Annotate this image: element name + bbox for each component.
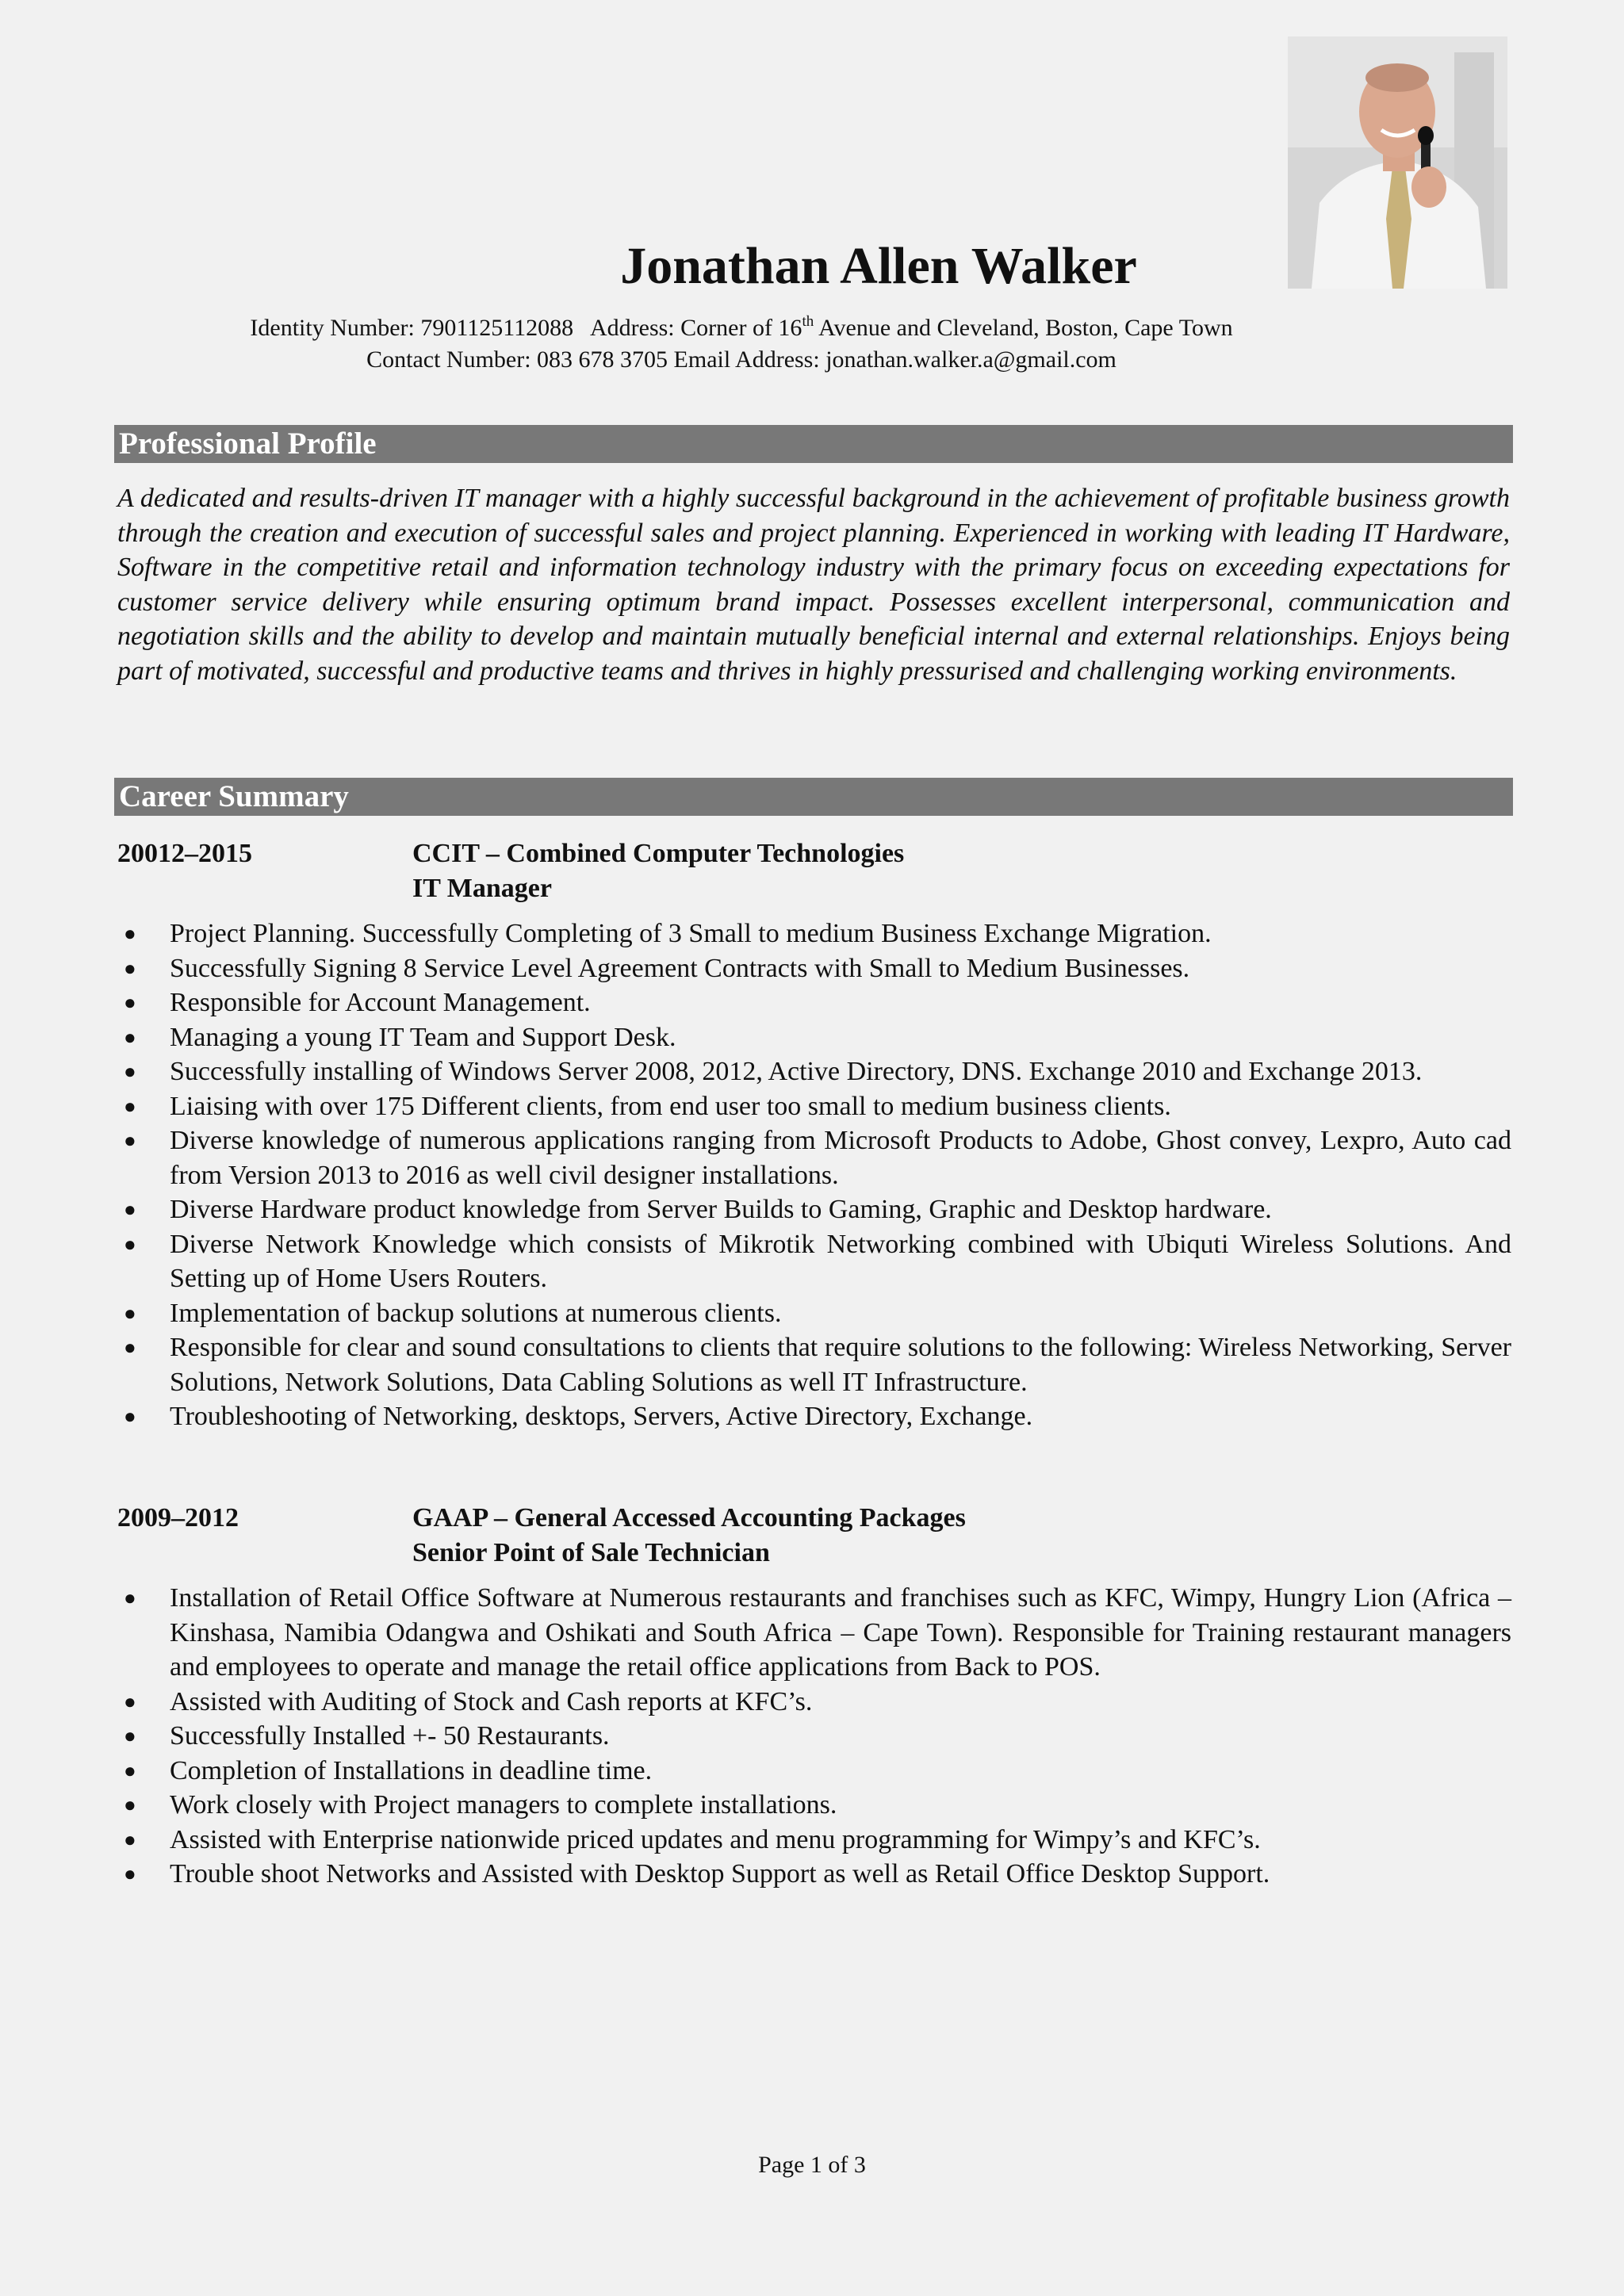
contact-line-phone-email [87, 344, 1396, 376]
bullet-icon: ● [124, 1827, 136, 1851]
list-item: ● Assisted with Enterprise nationwide priced updates and menu programming for Wimpy’s and KFC’s. [117, 1823, 1511, 1858]
email-address: jonathan.walker.a@gmail.com [825, 346, 1116, 373]
job-1-dates: 20012–2015 [117, 839, 252, 868]
contact-label: Contact Number: [366, 346, 531, 373]
address-superscript: th [802, 313, 814, 330]
job-2-title: Senior Point of Sale Technician [412, 1538, 770, 1567]
bullet-icon: ● [124, 1198, 136, 1221]
job-2-company: GAAP – General Accessed Accounting Packages [412, 1503, 966, 1533]
bullet-icon: ● [124, 1336, 136, 1359]
email-label: Email Address: [673, 346, 820, 373]
list-item: ● Diverse Network Knowledge which consists of Mikrotik Networking combined with Ubiquti Wireless Solutions. And Setting up of Home Users Routers. [117, 1227, 1511, 1296]
bullet-icon: ● [124, 956, 136, 980]
list-item: ● Troubleshooting of Networking, desktops, Servers, Active Directory, Exchange. [117, 1399, 1511, 1434]
address-text-post: Avenue and Cleveland, Boston, Cape Town [818, 315, 1233, 341]
section-heading-profile: Professional Profile [114, 425, 1513, 463]
identity-label: Identity Number: [250, 315, 415, 341]
section-heading-career: Career Summary [114, 778, 1513, 816]
address-text-pre: Corner of 16 [680, 315, 802, 341]
list-item: ● Implementation of backup solutions at numerous clients. [117, 1296, 1511, 1331]
list-item: ● Responsible for clear and sound consultations to clients that require solutions to the following: Wireless Networking, Server Solutions, Network Solutions, Data Cabling Solutions as well IT Infrastructure. [117, 1330, 1511, 1399]
contact-line-identity [87, 312, 1396, 344]
list-item: ● Responsible for Account Management. [117, 985, 1511, 1020]
job-1-bullet-list [117, 916, 1511, 1434]
list-item: ● Managing a young IT Team and Support Desk. [117, 1020, 1511, 1055]
job-2-dates: 2009–2012 [117, 1503, 239, 1533]
bullet-icon: ● [124, 1793, 136, 1816]
list-item: ● Successfully Installed +- 50 Restaurants. [117, 1719, 1511, 1754]
bullet-icon: ● [124, 1758, 136, 1782]
address-label: Address: [589, 315, 675, 341]
bullet-icon: ● [124, 1060, 136, 1083]
identity-number: 7901125112088 [420, 315, 574, 341]
list-item: ● Trouble shoot Networks and Assisted with Desktop Support as well as Retail Office Desktop Support. [117, 1857, 1511, 1892]
bullet-icon: ● [124, 1129, 136, 1152]
bullet-icon: ● [124, 1025, 136, 1049]
bullet-icon: ● [124, 1724, 136, 1747]
job-1-title: IT Manager [412, 874, 552, 903]
candidate-name: Jonathan Allen Walker [620, 237, 1137, 295]
job-2-bullet-list [117, 1581, 1511, 1892]
page-number: Page 1 of 3 [758, 2152, 866, 2178]
bullet-icon: ● [124, 922, 136, 945]
bullet-icon: ● [124, 1862, 136, 1885]
list-item: ● Successfully Signing 8 Service Level Agreement Contracts with Small to Medium Businesses. [117, 951, 1511, 986]
bullet-icon: ● [124, 991, 136, 1014]
list-item: ● Installation of Retail Office Software at Numerous restaurants and franchises such as KFC, Wimpy, Hungry Lion (Africa – Kinshasa, Namibia Odangwa and Oshikati and South Africa – Cape Town). Responsible for Training restaurant managers and employees to operate and manage the retail office applications from Back to POS. [117, 1581, 1511, 1685]
list-item: ● Diverse Hardware product knowledge from Server Builds to Gaming, Graphic and Desktop hardware. [117, 1192, 1511, 1227]
job-1-company: CCIT – Combined Computer Technologies [412, 839, 905, 868]
profile-paragraph: A dedicated and results-driven IT manager with a highly successful background in the achievement of profitable business growth through the creation and execution of successful sales and project planning. Experienced in working with leading IT Hardware, Software in the competitive retail and information technology industry with the primary focus on exceeding expectations for customer service delivery while ensuring optimum brand impact. Possesses excellent interpersonal, communication and negotiation skills and the ability to develop and maintain mutually beneficial internal and external relationships. Enjoys being part of motivated, successful and productive teams and thrives in highly pressurised and challenging working environments. [117, 484, 1510, 686]
list-item: ● Diverse knowledge of numerous applications ranging from Microsoft Products to Adobe, Ghost convey, Lexpro, Auto cad from Version 2013 to 2016 as well civil designer installations. [117, 1123, 1511, 1192]
bullet-icon: ● [124, 1232, 136, 1256]
bullet-icon: ● [124, 1689, 136, 1713]
list-item: ● Work closely with Project managers to complete installations. [117, 1788, 1511, 1823]
bullet-icon: ● [124, 1405, 136, 1428]
list-item: ● Successfully installing of Windows Server 2008, 2012, Active Directory, DNS. Exchange 2010 and Exchange 2013. [117, 1054, 1511, 1089]
list-item: ● Liaising with over 175 Different clients, from end user too small to medium business clients. [117, 1089, 1511, 1124]
contact-number: 083 678 3705 [537, 346, 668, 373]
bullet-icon: ● [124, 1586, 136, 1609]
bullet-icon: ● [124, 1301, 136, 1325]
list-item: ● Completion of Installations in deadline time. [117, 1754, 1511, 1789]
bullet-icon: ● [124, 1094, 136, 1118]
list-item: ● Project Planning. Successfully Completing of 3 Small to medium Business Exchange Migration. [117, 916, 1511, 951]
list-item: ● Assisted with Auditing of Stock and Cash reports at KFC’s. [117, 1685, 1511, 1720]
